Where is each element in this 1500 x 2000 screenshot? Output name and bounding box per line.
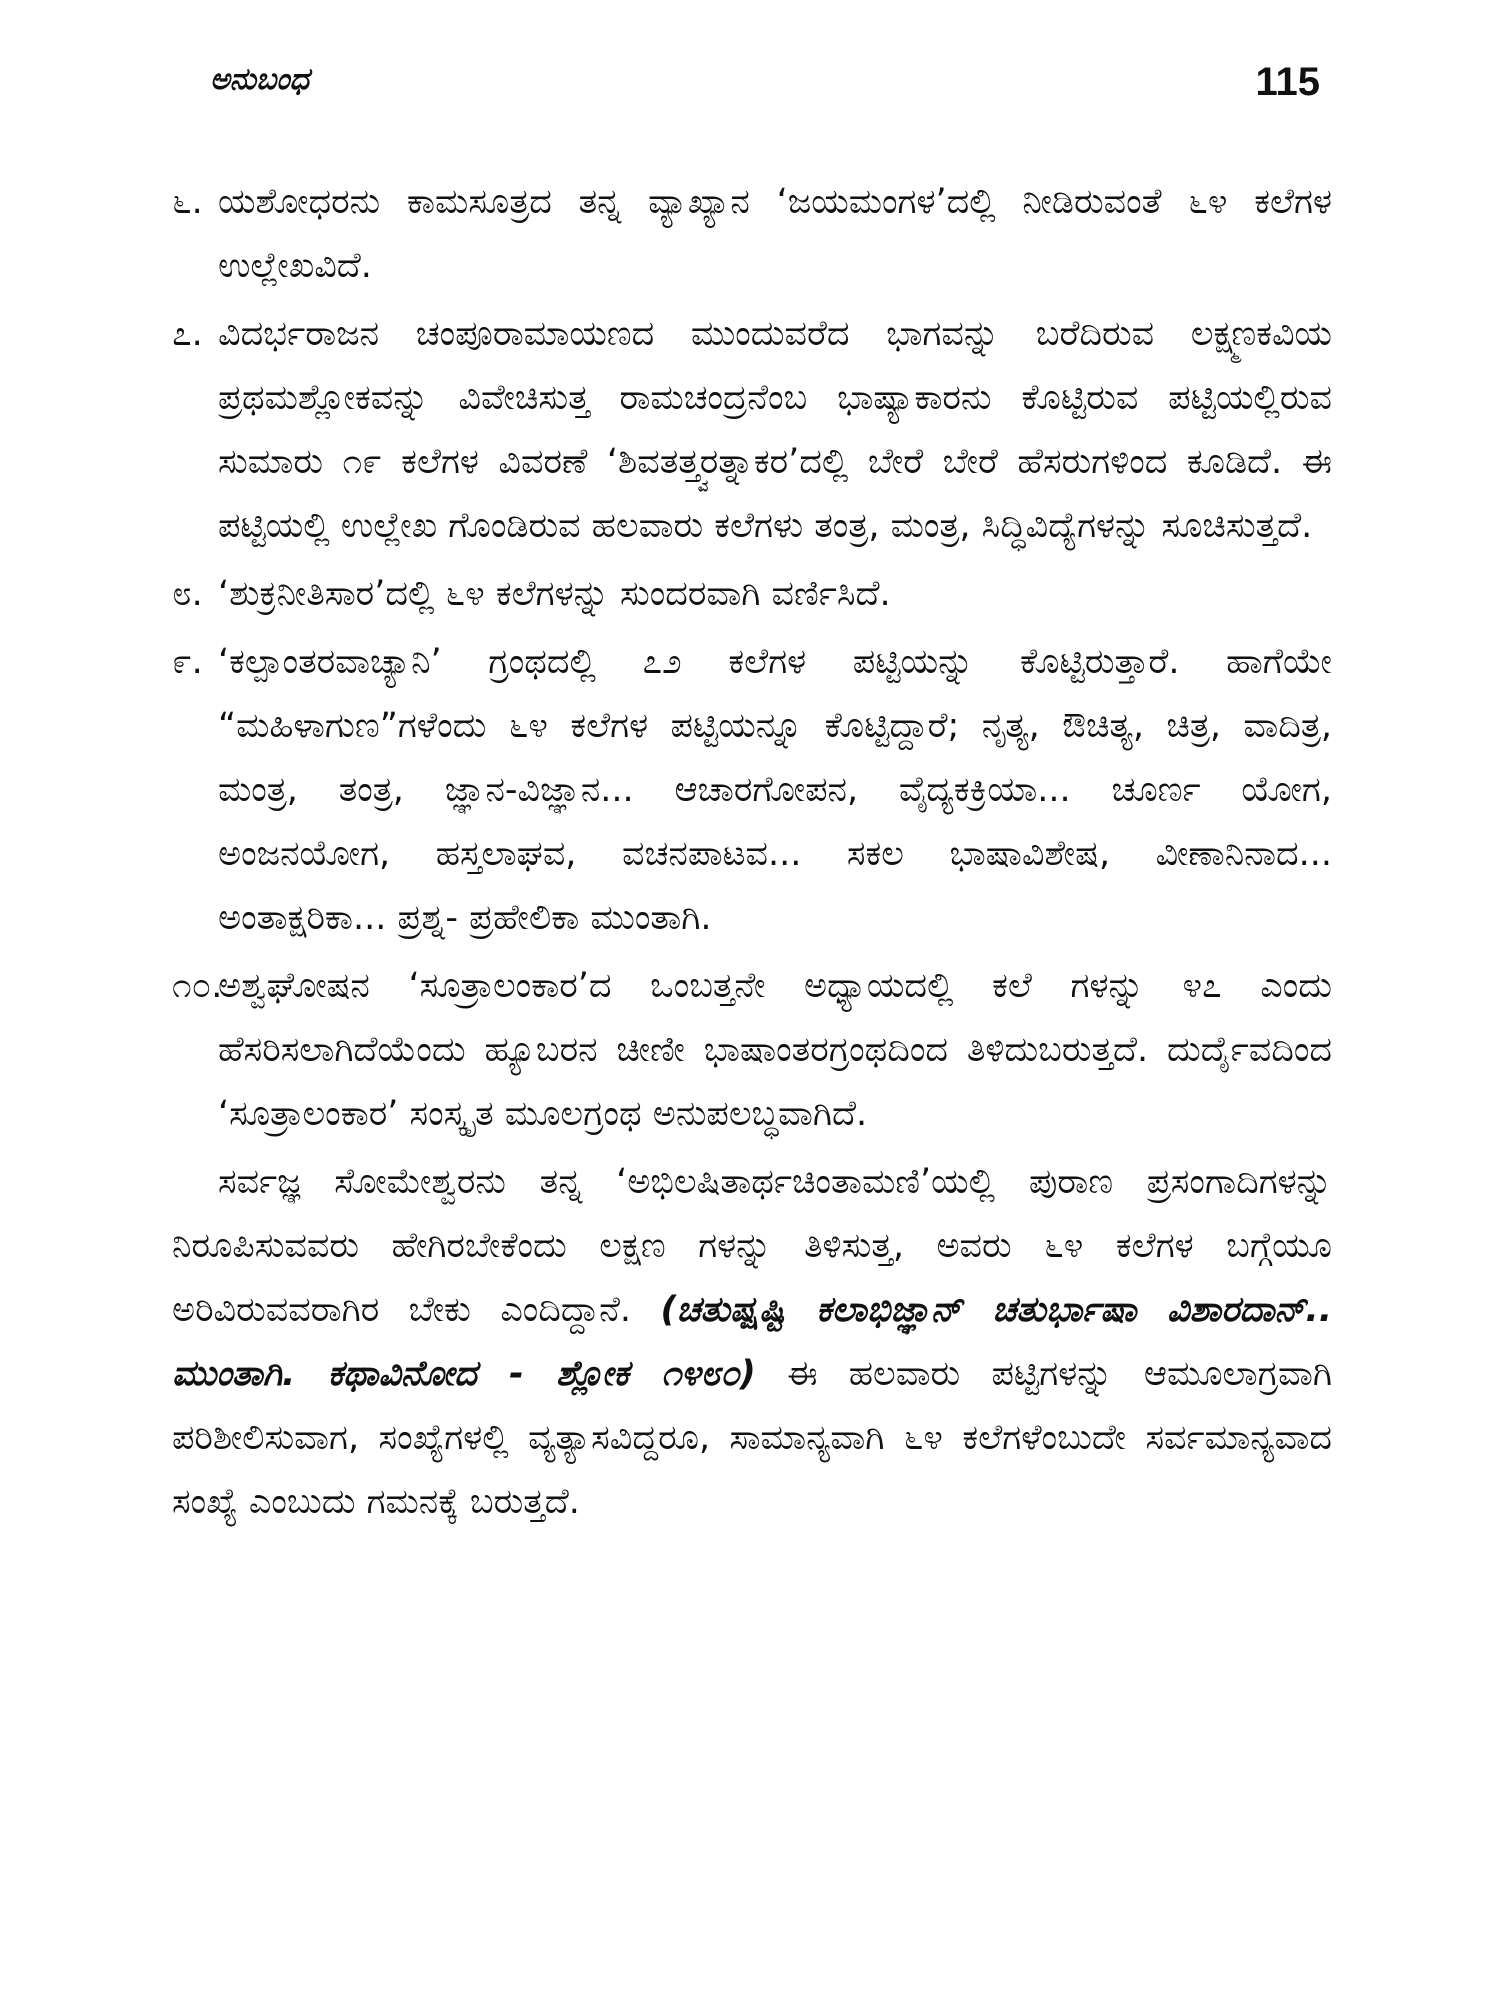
item-number: ೭.: [172, 314, 203, 354]
list-item: [172, 562, 1332, 626]
item-text: ‘ಶುಕ್ರನೀತಿಸಾರ’ದಲ್ಲಿ ೬೪ ಕಲೆಗಳನ್ನು ಸುಂದರವಾಗಿ ವರ್ಣಿಸಿದೆ.: [218, 574, 891, 614]
sanskrit-quote: (ಚತುಷ್ಷಷ್ಟಿ ಕಲಾಭಿಜ್ಞಾನ್ ಚತುರ್ಭಾಷಾ ವಿಶಾರದಾನ್.. ಮುಂತಾಗಿ. ಕಥಾವಿನೋದ - ಶ್ಲೋಕ ೧೪೮೦): [172, 1290, 1332, 1394]
item-text: ವಿದರ್ಭರಾಜನ ಚಂಪೂರಾಮಾಯಣದ ಮುಂದುವರೆದ ಭಾಗವನ್ನು ಬರೆದಿರುವ ಲಕ್ಷ್ಮಣಕವಿಯ ಪ್ರಥಮಶ್ಲೋಕವನ್ನು ವಿವೇಚಿಸುತ್ತ ರಾಮಚಂದ್ರನೆಂಬ ಭಾಷ್ಯಾಕಾರನು ಕೊಟ್ಟಿರುವ ಪಟ್ಟಿಯಲ್ಲಿರುವ ಸುಮಾರು ೧೯ ಕಲೆಗಳ ವಿವರಣೆ ‘ಶಿವತತ್ತ್ವರತ್ನಾಕರ’ದಲ್ಲಿ ಬೇರೆ ಬೇರೆ ಹೆಸರುಗಳಿಂದ ಕೂಡಿದೆ. ಈ ಪಟ್ಟಿಯಲ್ಲಿ ಉಲ್ಲೇಖ ಗೊಂಡಿರುವ ಹಲವಾರು ಕಲೆಗಳು ತಂತ್ರ, ಮಂತ್ರ, ಸಿದ್ಧಿವಿದ್ಯೆಗಳನ್ನು ಸೂಚಿಸುತ್ತದೆ.: [218, 314, 1332, 546]
closing-text-before: ಸರ್ವಜ್ಞ ಸೋಮೇಶ್ವರನು ತನ್ನ ‘ಅಭಿಲಷಿತಾರ್ಥಚಿಂತಾಮಣಿ’ಯಲ್ಲಿ ಪುರಾಣ ಪ್ರಸಂಗಾದಿಗಳನ್ನು ನಿರೂಪಿಸುವವರು ಹೇಗಿರಬೇಕೆಂದು ಲಕ್ಷಣ ಗಳನ್ನು ತಿಳಿಸುತ್ತ, ಅವರು ೬೪ ಕಲೆಗಳ ಬಗ್ಗೆಯೂ ಅರಿವಿರುವವರಾಗಿರ ಬೇಕು ಎಂದಿದ್ದಾನೆ.: [172, 1162, 1332, 1330]
item-text: ಯಶೋಧರನು ಕಾಮಸೂತ್ರದ ತನ್ನ ವ್ಯಾಖ್ಯಾನ ‘ಜಯಮಂಗಳ’ದಲ್ಲಿ ನೀಡಿರುವಂತೆ ೬೪ ಕಲೆಗಳ ಉಲ್ಲೇಖವಿದೆ.: [218, 182, 1332, 286]
item-number: ೯.: [172, 642, 203, 682]
list-item: [172, 954, 1332, 1146]
list-item: [172, 170, 1332, 298]
item-text: ‘ಕಲ್ಪಾಂತರವಾಚ್ಯಾನಿ’ ಗ್ರಂಥದಲ್ಲಿ ೭೨ ಕಲೆಗಳ ಪಟ್ಟಿಯನ್ನು ಕೊಟ್ಟಿರುತ್ತಾರೆ. ಹಾಗೆಯೇ “ಮಹಿಳಾಗುಣ”ಗಳೆಂದು ೬೪ ಕಲೆಗಳ ಪಟ್ಟಿಯನ್ನೂ ಕೊಟ್ಟಿದ್ದಾರೆ; ನೃತ್ಯ, ಔಚಿತ್ಯ, ಚಿತ್ರ, ವಾದಿತ್ರ, ಮಂತ್ರ, ತಂತ್ರ, ಜ್ಞಾನ-ವಿಜ್ಞಾನ... ಆಚಾರಗೋಪನ, ವೈದ್ಯಕಕ್ರಿಯಾ... ಚೂರ್ಣ ಯೋಗ, ಅಂಜನಯೋಗ, ಹಸ್ತಲಾಘವ, ವಚನಪಾಟವ... ಸಕಲ ಭಾಷಾವಿಶೇಷ, ವೀಣಾನಿನಾದ... ಅಂತಾಕ್ಷರಿಕಾ... ಪ್ರಶ್ನ- ಪ್ರಹೇಲಿಕಾ ಮುಂತಾಗಿ.: [218, 642, 1332, 938]
list-item: [172, 630, 1332, 950]
list-item: [172, 302, 1332, 558]
item-text: ಅಶ್ವಘೋಷನ ‘ಸೂತ್ರಾಲಂಕಾರ’ದ ಒಂಬತ್ತನೇ ಅಧ್ಯಾಯದಲ್ಲಿ ಕಲೆ ಗಳನ್ನು ೪೭ ಎಂದು ಹೆಸರಿಸಲಾಗಿದೆಯೆಂದು ಹ್ಯೂಬರನ ಚೀಣೀ ಭಾಷಾಂತರಗ್ರಂಥದಿಂದ ತಿಳಿದುಬರುತ್ತದೆ. ದುರ್ದೈವದಿಂದ ‘ಸೂತ್ರಾಲಂಕಾರ’ ಸಂಸ್ಕೃತ ಮೂಲಗ್ರಂಥ ಅನುಪಲಬ್ಧವಾಗಿದೆ.: [218, 966, 1332, 1134]
running-head: ಅನುಬಂಧ: [210, 62, 309, 97]
item-number: ೧೦.: [172, 966, 223, 1006]
page-number: 115: [1255, 60, 1320, 104]
item-number: ೮.: [172, 574, 203, 614]
page-body: [172, 170, 1332, 1534]
closing-text-after: ಈ ಹಲವಾರು ಪಟ್ಟಿಗಳನ್ನು ಆಮೂಲಾಗ್ರವಾಗಿ ಪರಿಶೀಲಿಸುವಾಗ, ಸಂಖ್ಯೆಗಳಲ್ಲಿ ವ್ಯತ್ಯಾಸವಿದ್ದರೂ, ಸಾಮಾನ್ಯವಾಗಿ ೬೪ ಕಲೆಗಳೆಂಬುದೇ ಸರ್ವಮಾನ್ಯವಾದ ಸಂಖ್ಯೆ ಎಂಬುದು ಗಮನಕ್ಕೆ ಬರುತ್ತದೆ.: [172, 1354, 1332, 1522]
closing-paragraph: [172, 1150, 1332, 1534]
item-number: ೬.: [172, 182, 203, 222]
